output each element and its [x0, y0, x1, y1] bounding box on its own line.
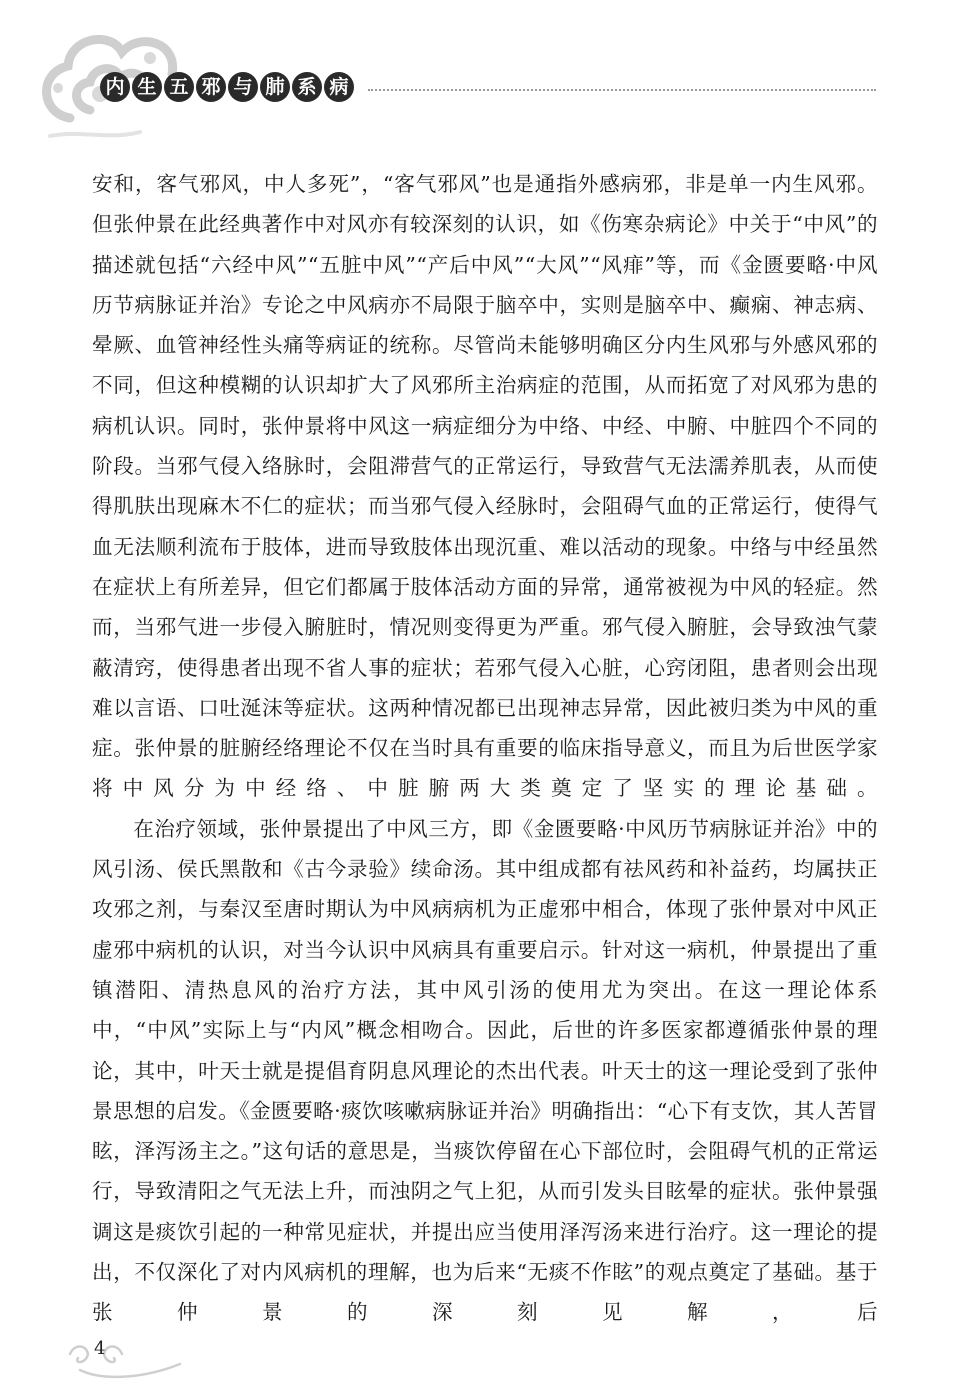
- title-char: 邪: [196, 72, 226, 102]
- title-char: 系: [292, 72, 322, 102]
- paragraph: 安和，客气邪风，中人多死”，“客气邪风”也是通指外感病邪，非是单一内生风邪。但张仲景在此经典著作中对风亦有较深刻的认识，如《伤寒杂病论》中关于“中风”的描述就包括“六经中风”“五脏中风”“产后中风”“大风”“风痱”等，而《金匮要略·中风历节病脉证并治》专论之中风病亦不局限于脑卒中，实则是脑卒中、癫痫、神志病、晕厥、血管神经性头痛等病证的统称。尽管尚未能够明确区分内生风邪与外感风邪的不同，但这种模糊的认识却扩大了风邪所主治病症的范围，从而拓宽了对风邪为患的病机认识。同时，张仲景将中风这一病症细分为中络、中经、中腑、中脏四个不同的阶段。当邪气侵入络脉时，会阻滞营气的正常运行，导致营气无法濡养肌表，从而使得肌肤出现麻木不仁的症状；而当邪气侵入经脉时，会阻碍气血的正常运行，使得气血无法顺利流布于肢体，进而导致肢体出现沉重、难以活动的现象。中络与中经虽然在症状上有所差异，但它们都属于肢体活动方面的异常，通常被视为中风的轻症。然而，当邪气进一步侵入腑脏时，情况则变得更为严重。邪气侵入腑脏，会导致浊气蒙蔽清窍，使得患者出现不省人事的症状；若邪气侵入心脏，心窍闭阻，患者则会出现难以言语、口吐涎沫等症状。这两种情况都已出现神志异常，因此被归类为中风的重症。张仲景的脏腑经络理论不仅在当时具有重要的临床指导意义，而且为后世医学家将中风分为中经络、中脏腑两大类奠定了坚实的理论基础。: [92, 172, 878, 801]
- title-char: 生: [132, 72, 162, 102]
- paragraph: 在治疗领域，张仲景提出了中风三方，即《金匮要略·中风历节病脉证并治》中的风引汤、侯氏黑散和《古今录验》续命汤。其中组成都有祛风药和补益药，均属扶正攻邪之剂，与秦汉至唐时期认为中风病病机为正虚邪中相合，体现了张仲景对中风正虚邪中病机的认识，对当今认识中风病具有重要启示。针对这一病机，仲景提出了重镇潜阳、清热息风的治疗方法，其中风引汤的使用尤为突出。在这一理论体系中，“中风”实际上与“内风”概念相吻合。因此，后世的许多医家都遵循张仲景的理论，其中，叶天士就是提倡育阴息风理论的杰出代表。叶天士的这一理论受到了张仲景思想的启发。《金匮要略·痰饮咳嗽病脉证并治》明确指出：“心下有支饮，其人苦冒眩，泽泻汤主之。”这句话的意思是，当痰饮停留在心下部位时，会阻碍气机的正常运行，导致清阳之气无法上升，而浊阴之气上犯，从而引发头目眩晕的症状。张仲景强调这是痰饮引起的一种常见症状，并提出应当使用泽泻汤来进行治疗。这一理论的提出，不仅深化了对内风病机的理解，也为后来“无痰不作眩”的观点奠定了基础。基于张仲景的深刻见解，后: [92, 816, 878, 1325]
- title-char: 五: [164, 72, 194, 102]
- header-dotted-rule: [368, 89, 876, 91]
- running-header-title: [100, 72, 354, 102]
- title-char: 内: [100, 72, 130, 102]
- page-header: [0, 0, 960, 150]
- title-char: 病: [324, 72, 354, 102]
- title-char: 与: [228, 72, 258, 102]
- footer-ornament-icon: [60, 1324, 200, 1384]
- title-char: 肺: [260, 72, 290, 102]
- page-footer: [60, 1324, 200, 1384]
- body-text: [92, 164, 878, 1333]
- page-number: 4: [94, 1338, 106, 1359]
